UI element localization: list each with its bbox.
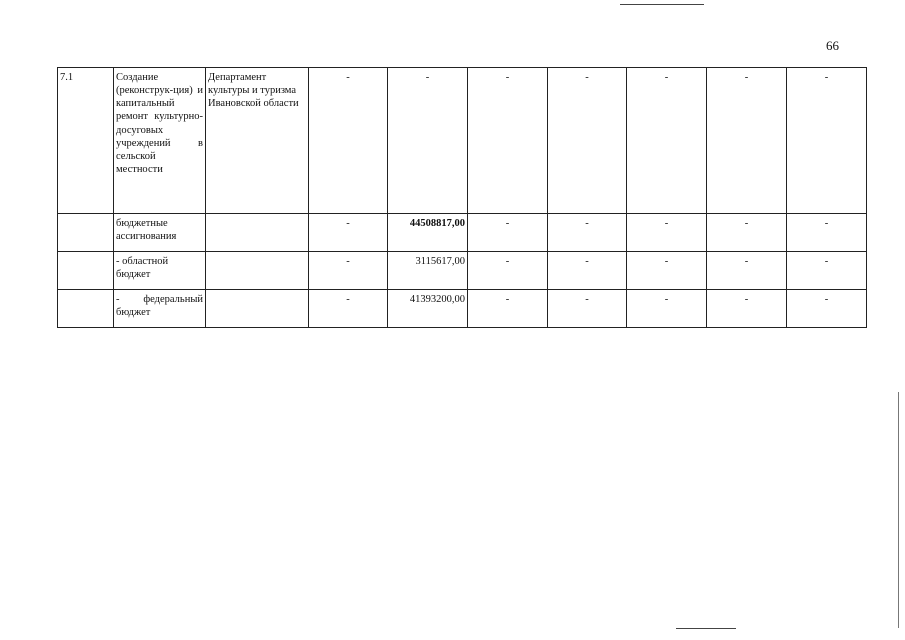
value-cell: - <box>787 68 867 214</box>
value-cell: 3115617,00 <box>388 252 468 290</box>
executor: Департамент культуры и туризма Ивановской области <box>206 68 309 214</box>
value-cell: - <box>707 252 787 290</box>
scan-artifact-bottom <box>676 628 736 629</box>
table-row <box>58 68 867 214</box>
measure-name: бюджетные ассигнования <box>114 214 206 252</box>
executor <box>206 214 309 252</box>
value-cell: - <box>787 290 867 328</box>
scan-artifact-edge <box>898 392 899 628</box>
row-index: 7.1 <box>58 68 114 214</box>
value-cell: - <box>548 290 627 328</box>
value-cell: - <box>707 68 787 214</box>
value-cell: - <box>707 214 787 252</box>
value-cell: - <box>627 68 707 214</box>
measure-name: Создание (реконструк-ция) и капитальный ремонт культурно-досуговых учреждений в сельской местности <box>114 68 206 214</box>
value-cell: - <box>388 68 468 214</box>
value-cell: - <box>309 252 388 290</box>
value-cell: - <box>309 290 388 328</box>
executor <box>206 252 309 290</box>
value-cell: - <box>548 214 627 252</box>
value-cell: - <box>787 252 867 290</box>
value-cell: - <box>309 214 388 252</box>
measure-name: - федеральный бюджет <box>114 290 206 328</box>
value-cell: 44508817,00 <box>388 214 468 252</box>
measure-name: - областной бюджет <box>114 252 206 290</box>
value-cell: 41393200,00 <box>388 290 468 328</box>
value-cell: - <box>548 68 627 214</box>
value-cell: - <box>468 252 548 290</box>
value-cell: - <box>627 290 707 328</box>
value-cell: - <box>627 252 707 290</box>
executor <box>206 290 309 328</box>
value-cell: - <box>468 290 548 328</box>
page-number: 66 <box>826 38 839 53</box>
row-index <box>58 290 114 328</box>
table-row <box>58 252 867 290</box>
value-cell: - <box>627 214 707 252</box>
value-cell: - <box>468 68 548 214</box>
value-cell: - <box>309 68 388 214</box>
budget-table <box>57 67 867 328</box>
row-index <box>58 214 114 252</box>
value-cell: - <box>468 214 548 252</box>
value-cell: - <box>787 214 867 252</box>
value-cell: - <box>548 252 627 290</box>
table-row <box>58 214 867 252</box>
table-row <box>58 290 867 328</box>
row-index <box>58 252 114 290</box>
scan-artifact-top <box>620 4 704 5</box>
value-cell: - <box>707 290 787 328</box>
